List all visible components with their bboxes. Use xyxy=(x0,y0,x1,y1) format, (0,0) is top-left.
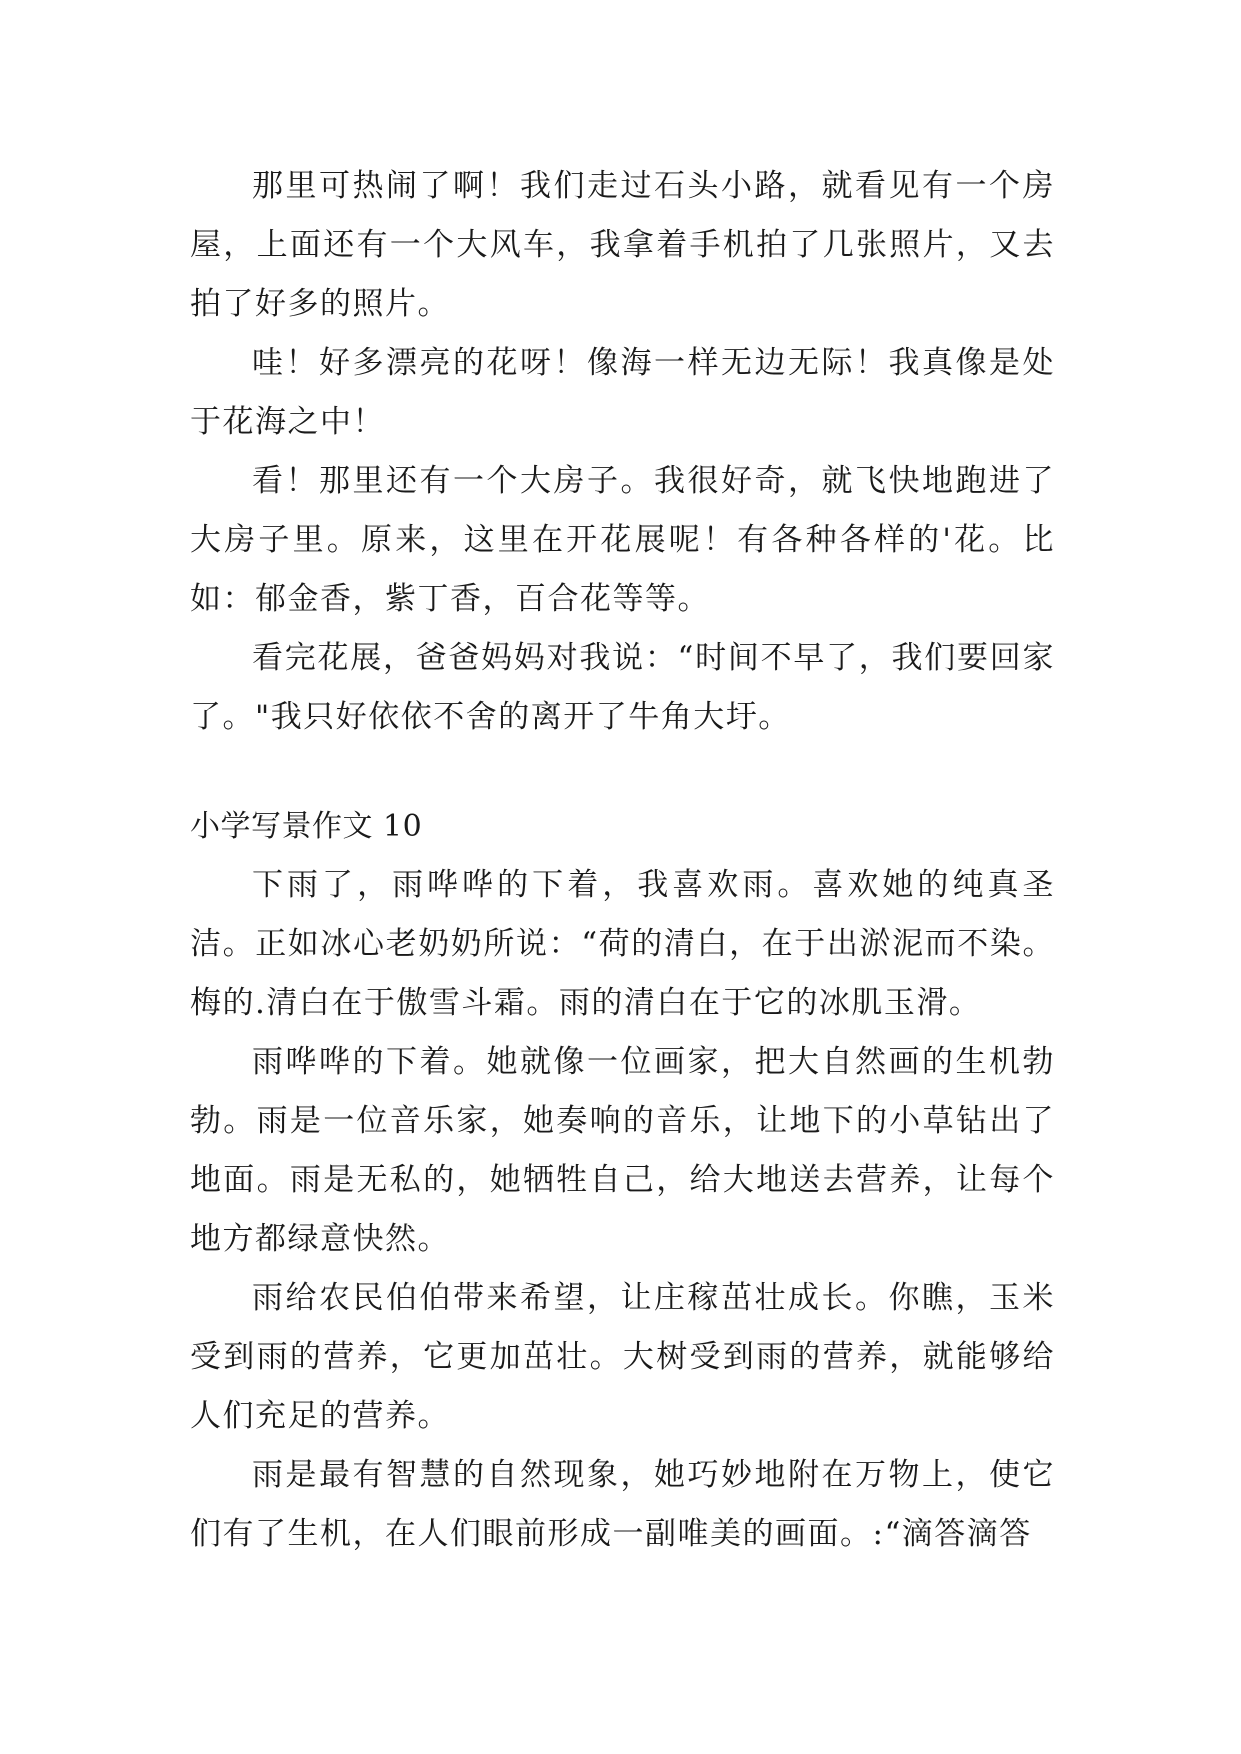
paragraph-going-home: 看完花展，爸爸妈妈对我说：“时间不早了，我们要回家了。"我只好依依不舍的离开了牛角大圩。 xyxy=(190,640,1055,735)
paragraph-flower-sea: 哇！好多漂亮的花呀！像海一样无边无际！我真像是处于花海之中！ xyxy=(190,345,1055,440)
paragraph-rain-painter: 雨哗哗的下着。她就像一位画家，把大自然画的生机勃勃。雨是一位音乐家，她奏响的音乐，让地下的小草钻出了地面。雨是无私的，她牺牲自己，给大地送去营养，让每个地方都绿意快然。 xyxy=(190,1044,1055,1257)
paragraph-flower-show: 看！那里还有一个大房子。我很好奇，就飞快地跑进了大房子里。原来，这里在开花展呢！有各种各样的'花。比如：郁金香，紫丁香，百合花等等。 xyxy=(190,463,1055,617)
paragraph-rain-farmers: 雨给农民伯伯带来希望，让庄稼茁壮成长。你瞧，玉米受到雨的营养，它更加茁壮。大树受到雨的营养，就能够给人们充足的营养。 xyxy=(190,1280,1055,1434)
essay-section-1 xyxy=(190,157,1055,747)
essay-title: 小学写景作文 10 xyxy=(190,809,423,844)
paragraph-rain-intro: 下雨了，雨哗哗的下着，我喜欢雨。喜欢她的纯真圣洁。正如冰心老奶奶所说：“荷的清白，在于出淤泥而不染。梅的.清白在于傲雪斗霜。雨的清白在于它的冰肌玉滑。 xyxy=(190,867,1055,1021)
paragraph-rain-wisdom: 雨是最有智慧的自然现象，她巧妙地附在万物上，使它们有了生机，在人们眼前形成一副唯美的画面。:“滴答滴答 xyxy=(190,1457,1055,1552)
essay-section-2 xyxy=(190,797,1055,1564)
paragraph-windmill: 那里可热闹了啊！我们走过石头小路，就看见有一个房屋，上面还有一个大风车，我拿着手机拍了几张照片，又去拍了好多的照片。 xyxy=(190,168,1055,322)
